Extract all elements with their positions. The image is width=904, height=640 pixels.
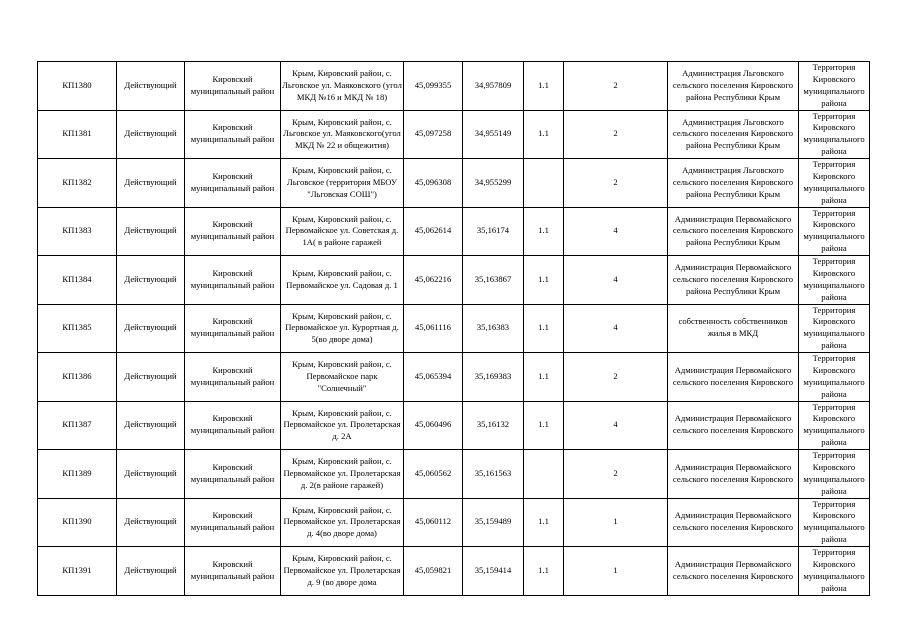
longitude-cell: 35,16132	[463, 401, 524, 450]
container-count-cell: 2	[564, 110, 668, 159]
status-cell: Действующий	[117, 401, 185, 450]
site-code-cell: КП1384	[38, 256, 117, 305]
table-row	[38, 207, 870, 256]
territory-cell: Территория Кировского муниципального района	[799, 159, 870, 208]
status-cell: Действующий	[117, 110, 185, 159]
district-cell: Кировский муниципальный район	[185, 353, 281, 402]
address-cell: Крым, Кировский район, с. Первомайское ул. Пролетарская д. 4(во дворе дома)	[281, 498, 404, 547]
latitude-cell: 45,061116	[404, 304, 463, 353]
container-count-cell: 1	[564, 498, 668, 547]
cover-type-cell: 1.1	[524, 110, 564, 159]
site-code-cell: КП1382	[38, 159, 117, 208]
cover-type-cell: 1.1	[524, 256, 564, 305]
table-row	[38, 498, 870, 547]
latitude-cell: 45,065394	[404, 353, 463, 402]
owner-cell: Администрация Льговского сельского поселения Кировского района Республики Крым	[668, 62, 799, 111]
longitude-cell: 35,159414	[463, 547, 524, 596]
longitude-cell: 34,957809	[463, 62, 524, 111]
table-row	[38, 353, 870, 402]
address-cell: Крым, Кировский район, с. Первомайское ул. Курортная д. 5(во дворе дома)	[281, 304, 404, 353]
latitude-cell: 45,060112	[404, 498, 463, 547]
site-code-cell: КП1391	[38, 547, 117, 596]
longitude-cell: 34,955149	[463, 110, 524, 159]
territory-cell: Территория Кировского муниципального района	[799, 498, 870, 547]
cover-type-cell: 1.1	[524, 353, 564, 402]
owner-cell: Администрация Первомайского сельского поселения Кировского	[668, 498, 799, 547]
address-cell: Крым, Кировский район, с. Льговское ул. Маяковского (угол МКД №16 и МКД № 18)	[281, 62, 404, 111]
longitude-cell: 35,169383	[463, 353, 524, 402]
owner-cell: Администрация Льговского сельского поселения Кировского района Республики Крым	[668, 110, 799, 159]
owner-cell: Администрация Первомайского сельского поселения Кировского	[668, 450, 799, 499]
container-count-cell: 4	[564, 401, 668, 450]
district-cell: Кировский муниципальный район	[185, 498, 281, 547]
cover-type-cell: 1.1	[524, 401, 564, 450]
owner-cell: Администрация Первомайского сельского поселения Кировского района Республики Крым	[668, 207, 799, 256]
address-cell: Крым, Кировский район, с. Первомайское ул. Пролетарская д. 2А	[281, 401, 404, 450]
latitude-cell: 45,099355	[404, 62, 463, 111]
status-cell: Действующий	[117, 256, 185, 305]
table-body	[38, 62, 870, 596]
status-cell: Действующий	[117, 450, 185, 499]
status-cell: Действующий	[117, 304, 185, 353]
table-row	[38, 110, 870, 159]
site-code-cell: КП1380	[38, 62, 117, 111]
owner-cell: Администрация Первомайского сельского поселения Кировского	[668, 353, 799, 402]
district-cell: Кировский муниципальный район	[185, 304, 281, 353]
status-cell: Действующий	[117, 159, 185, 208]
address-cell: Крым, Кировский район, с. Первомайское ул. Советская д. 1А( в районе гаражей	[281, 207, 404, 256]
longitude-cell: 35,16174	[463, 207, 524, 256]
container-count-cell: 2	[564, 450, 668, 499]
status-cell: Действующий	[117, 62, 185, 111]
territory-cell: Территория Кировского муниципального района	[799, 547, 870, 596]
owner-cell: Администрация Первомайского сельского поселения Кировского	[668, 401, 799, 450]
longitude-cell: 35,159489	[463, 498, 524, 547]
table-row	[38, 401, 870, 450]
site-code-cell: КП1385	[38, 304, 117, 353]
site-code-cell: КП1386	[38, 353, 117, 402]
latitude-cell: 45,097258	[404, 110, 463, 159]
latitude-cell: 45,060562	[404, 450, 463, 499]
latitude-cell: 45,059821	[404, 547, 463, 596]
district-cell: Кировский муниципальный район	[185, 207, 281, 256]
latitude-cell: 45,062614	[404, 207, 463, 256]
status-cell: Действующий	[117, 207, 185, 256]
container-count-cell: 4	[564, 304, 668, 353]
site-code-cell: КП1389	[38, 450, 117, 499]
cover-type-cell: 1.1	[524, 547, 564, 596]
district-cell: Кировский муниципальный район	[185, 62, 281, 111]
table-row	[38, 256, 870, 305]
table-row	[38, 159, 870, 208]
territory-cell: Территория Кировского муниципального района	[799, 62, 870, 111]
address-cell: Крым, Кировский район, с. Первомайское парк "Солнечный"	[281, 353, 404, 402]
owner-cell: Администрация Первомайского сельского поселения Кировского	[668, 547, 799, 596]
status-cell: Действующий	[117, 498, 185, 547]
address-cell: Крым, Кировский район, с. Первомайское ул. Садовая д. 1	[281, 256, 404, 305]
site-code-cell: КП1383	[38, 207, 117, 256]
container-sites-table	[37, 61, 870, 596]
district-cell: Кировский муниципальный район	[185, 256, 281, 305]
container-count-cell: 4	[564, 256, 668, 305]
district-cell: Кировский муниципальный район	[185, 450, 281, 499]
container-count-cell: 2	[564, 62, 668, 111]
address-cell: Крым, Кировский район, с. Льговское (территория МБОУ "Льговская СОШ")	[281, 159, 404, 208]
cover-type-cell: 1.1	[524, 304, 564, 353]
district-cell: Кировский муниципальный район	[185, 401, 281, 450]
latitude-cell: 45,096308	[404, 159, 463, 208]
address-cell: Крым, Кировский район, с. Первомайское ул. Пролетарская д. 2(в районе гаражей)	[281, 450, 404, 499]
table-row	[38, 304, 870, 353]
container-count-cell: 1	[564, 547, 668, 596]
owner-cell: Администрация Льговского сельского поселения Кировского района Республики Крым	[668, 159, 799, 208]
territory-cell: Территория Кировского муниципального района	[799, 353, 870, 402]
cover-type-cell: 1.1	[524, 207, 564, 256]
territory-cell: Территория Кировского муниципального района	[799, 304, 870, 353]
container-count-cell: 2	[564, 353, 668, 402]
address-cell: Крым, Кировский район, с. Первомайское ул. Пролетарская д. 9 (во дворе дома	[281, 547, 404, 596]
latitude-cell: 45,060496	[404, 401, 463, 450]
cover-type-cell	[524, 159, 564, 208]
table-row	[38, 62, 870, 111]
longitude-cell: 35,163867	[463, 256, 524, 305]
latitude-cell: 45,062216	[404, 256, 463, 305]
container-count-cell: 2	[564, 159, 668, 208]
cover-type-cell: 1.1	[524, 498, 564, 547]
longitude-cell: 34,955299	[463, 159, 524, 208]
table-row	[38, 450, 870, 499]
territory-cell: Территория Кировского муниципального района	[799, 401, 870, 450]
status-cell: Действующий	[117, 547, 185, 596]
owner-cell: собственность собственников жилья в МКД	[668, 304, 799, 353]
status-cell: Действующий	[117, 353, 185, 402]
site-code-cell: КП1390	[38, 498, 117, 547]
territory-cell: Территория Кировского муниципального района	[799, 256, 870, 305]
site-code-cell: КП1387	[38, 401, 117, 450]
district-cell: Кировский муниципальный район	[185, 110, 281, 159]
longitude-cell: 35,161563	[463, 450, 524, 499]
table-row	[38, 547, 870, 596]
container-count-cell: 4	[564, 207, 668, 256]
territory-cell: Территория Кировского муниципального района	[799, 110, 870, 159]
district-cell: Кировский муниципальный район	[185, 547, 281, 596]
site-code-cell: КП1381	[38, 110, 117, 159]
owner-cell: Администрация Первомайского сельского поселения Кировского района Республики Крым	[668, 256, 799, 305]
longitude-cell: 35,16383	[463, 304, 524, 353]
cover-type-cell	[524, 450, 564, 499]
territory-cell: Территория Кировского муниципального района	[799, 450, 870, 499]
territory-cell: Территория Кировского муниципального района	[799, 207, 870, 256]
address-cell: Крым, Кировский район, с. Льговское ул. Маяковского(угол МКД № 22 и общежития)	[281, 110, 404, 159]
district-cell: Кировский муниципальный район	[185, 159, 281, 208]
cover-type-cell: 1.1	[524, 62, 564, 111]
